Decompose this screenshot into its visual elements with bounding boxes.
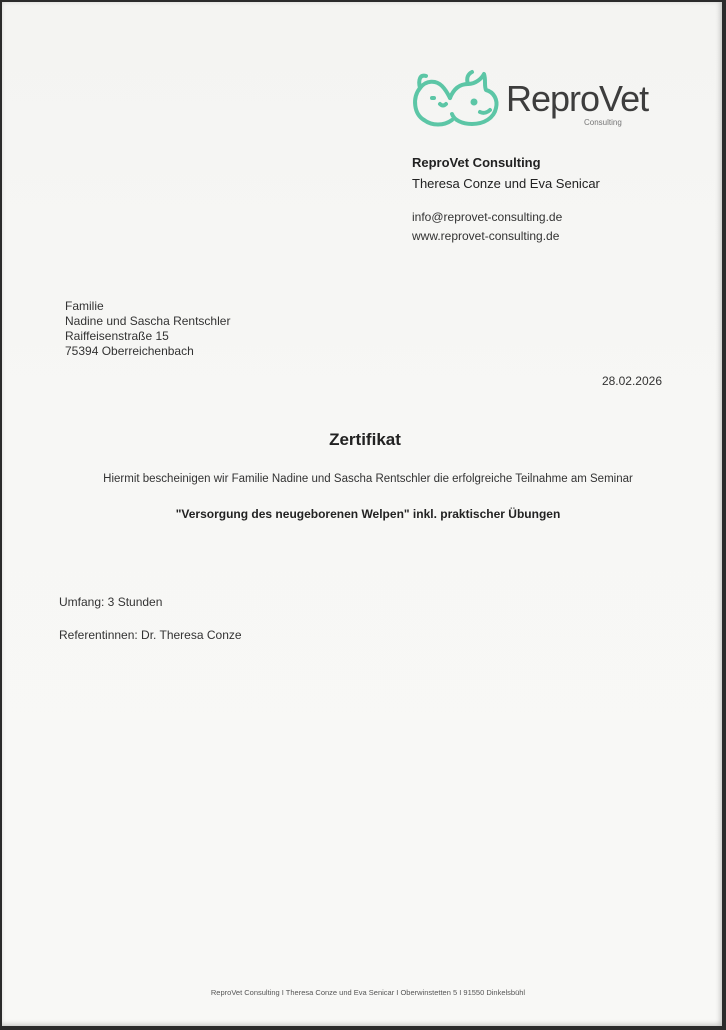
recipient-address: [65, 299, 230, 359]
certificate-intro: Hiermit bescheinigen wir Familie Nadine und Sascha Rentschler die erfolgreiche Teilnahme am Seminar: [103, 473, 633, 485]
course-speakers: Referentinnen: Dr. Theresa Conze: [59, 628, 242, 642]
logo-wordmark: ReproVet: [506, 78, 649, 119]
recipient-city: 75394 Oberreichenbach: [65, 344, 194, 358]
certificate-page: [2, 2, 722, 1026]
page-footer: ReproVet Consulting I Theresa Conze und Eva Senicar I Oberwinstetten 5 I 91550 Dinkelsbühl: [210, 988, 526, 997]
contact-block: [412, 208, 562, 246]
recipient-line2: Nadine und Sascha Rentschler: [65, 314, 231, 328]
logo-subtext: Consulting: [584, 118, 622, 127]
sender-company: ReproVet Consulting: [412, 155, 541, 170]
recipient-street: Raiffeisenstraße 15: [65, 329, 169, 343]
seminar-name: "Versorgung des neugeborenen Welpen" inkl. praktischer Übungen: [175, 507, 561, 521]
course-scope: Umfang: 3 Stunden: [59, 595, 163, 609]
certificate-title: Zertifikat: [329, 430, 401, 449]
company-logo: [410, 68, 670, 134]
sender-website[interactable]: www.reprovet-consulting.de: [412, 229, 560, 243]
dog-cat-outline-icon: [410, 68, 506, 134]
sender-email[interactable]: info@reprovet-consulting.de: [412, 210, 563, 224]
sender-block: [412, 152, 600, 194]
sender-names: Theresa Conze und Eva Senicar: [412, 176, 600, 191]
recipient-line1: Familie: [65, 299, 104, 313]
document-date: 28.02.2026: [601, 374, 662, 388]
